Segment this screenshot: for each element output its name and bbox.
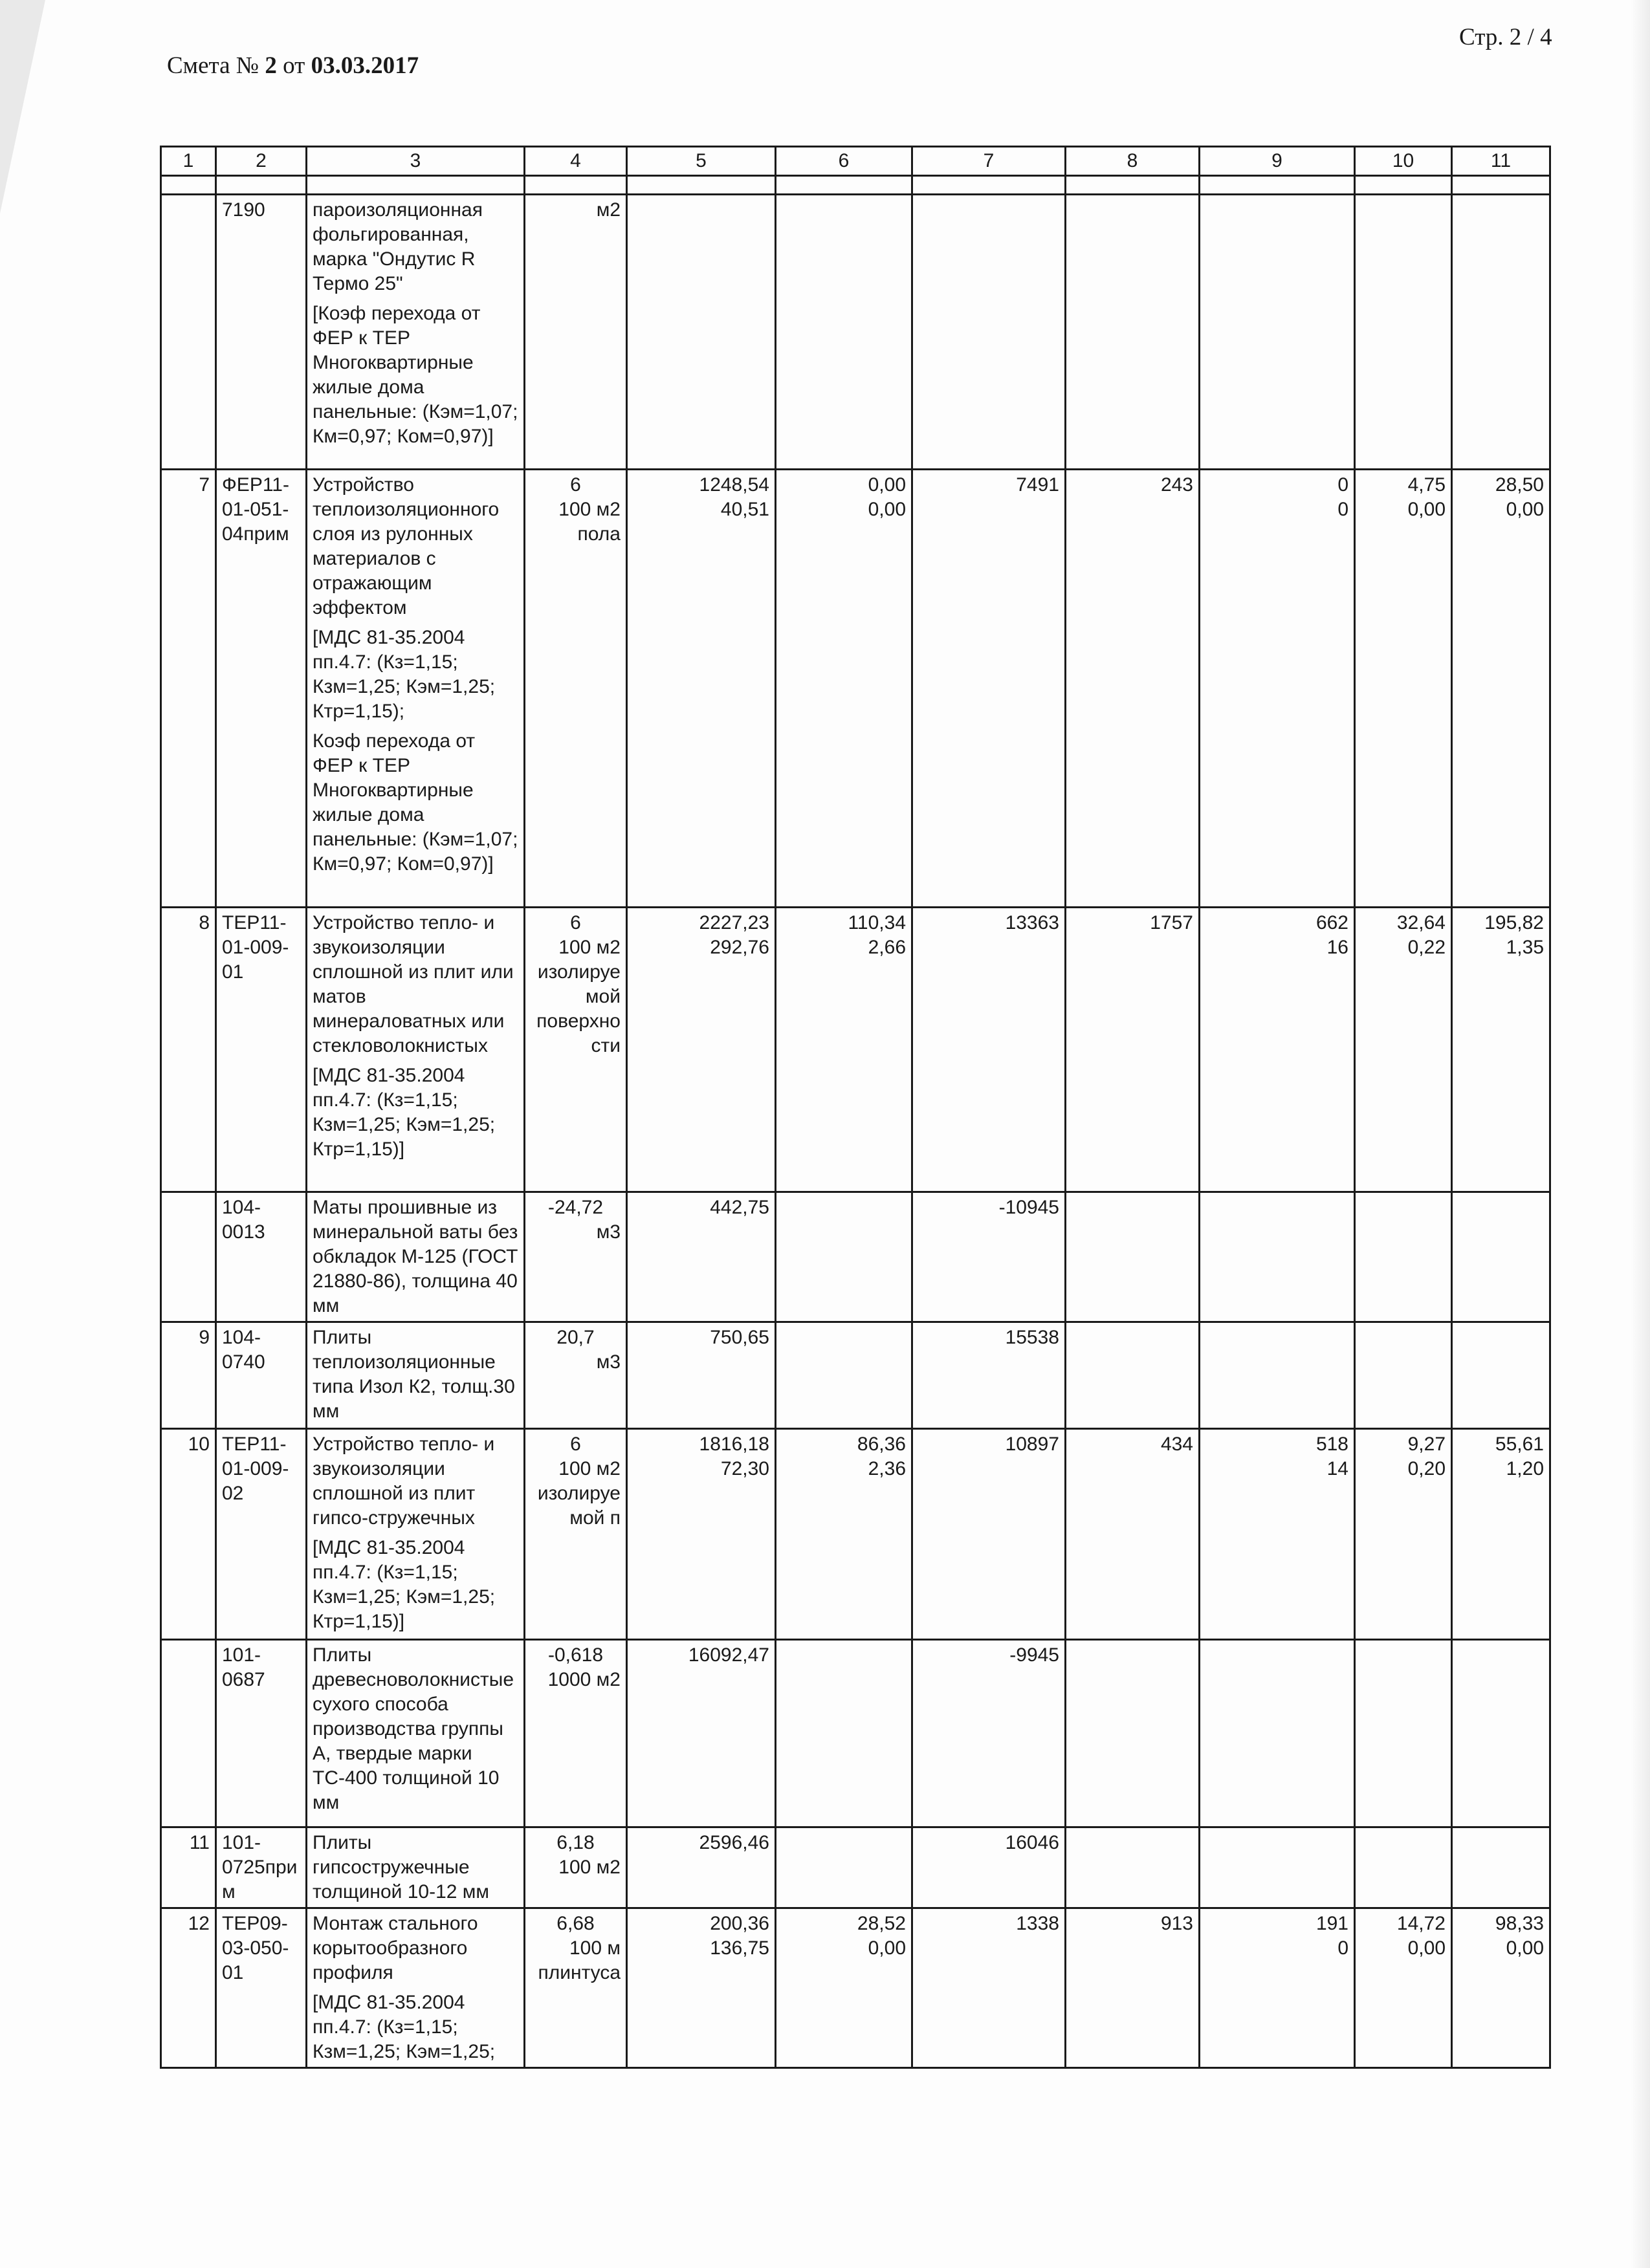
col6-cell: 28,52 0,00 xyxy=(776,1908,912,2068)
quantity-cell xyxy=(525,1908,627,2068)
item-name: Монтаж стального корытообразного профиля xyxy=(313,1913,478,1983)
col9-cell xyxy=(1200,195,1355,470)
col7-cell: 16046 xyxy=(912,1827,1066,1908)
column-number: 11 xyxy=(1452,147,1550,176)
quantity-value: 6,18 xyxy=(556,1832,595,1853)
col11-cell xyxy=(1452,195,1550,470)
item-name: Плиты гипсостружечные толщиной 10-12 мм xyxy=(313,1832,490,1903)
column-number: 6 xyxy=(776,147,912,176)
quantity-cell xyxy=(525,1322,627,1429)
col5-cell: 2596,46 xyxy=(627,1827,776,1908)
quantity-value: -24,72 xyxy=(547,1197,604,1218)
col10-cell: 14,72 0,00 xyxy=(1355,1908,1452,2068)
unit-value: м3 xyxy=(596,1351,621,1373)
item-name: пароизоляционная фольгированная, марка "Ондутис R Термо 25" xyxy=(313,199,483,294)
estimate-table xyxy=(160,146,1551,2069)
position-cell xyxy=(161,195,216,470)
code-cell: 104-0740 xyxy=(216,1322,307,1429)
page-number: Стр. 2 / 4 xyxy=(1459,24,1552,50)
col8-cell xyxy=(1066,1322,1200,1429)
code-cell: ТЕР11-01-009-02 xyxy=(216,1429,307,1640)
quantity-cell xyxy=(525,470,627,908)
code-cell: 7190 xyxy=(216,195,307,470)
col6-cell: 110,34 2,66 xyxy=(776,908,912,1192)
col11-cell: 195,82 1,35 xyxy=(1452,908,1550,1192)
col9-cell xyxy=(1200,1640,1355,1827)
col5-cell: 200,36 136,75 xyxy=(627,1908,776,2068)
name-cell xyxy=(307,1429,525,1640)
table-row xyxy=(161,1908,1550,2068)
col11-cell xyxy=(1452,1640,1550,1827)
quantity-value: 6,68 xyxy=(556,1913,595,1934)
quantity-cell xyxy=(525,1429,627,1640)
col7-cell: 15538 xyxy=(912,1322,1066,1429)
title-prefix: Смета № xyxy=(167,52,259,79)
quantity-value: 20,7 xyxy=(556,1327,595,1348)
column-number-row xyxy=(161,147,1550,176)
column-number: 4 xyxy=(525,147,627,176)
col5-cell: 442,75 xyxy=(627,1192,776,1322)
col9-cell: 518 14 xyxy=(1200,1429,1355,1640)
code-cell: ФЕР11-01-051-04прим xyxy=(216,470,307,908)
col9-cell xyxy=(1200,1827,1355,1908)
column-number: 1 xyxy=(161,147,216,176)
col9-cell xyxy=(1200,1192,1355,1322)
item-note-continued: Коэф перехода от ФЕР к ТЕР Многоквартирные жилые дома панельные: (Кэм=1,07; Км=0,97; Ком=0,97)] xyxy=(313,730,518,875)
name-cell xyxy=(307,1827,525,1908)
code-cell: ТЕР09-03-050-01 xyxy=(216,1908,307,2068)
quantity-cell xyxy=(525,908,627,1192)
col10-cell xyxy=(1355,1827,1452,1908)
item-note: [Коэф перехода от ФЕР к ТЕР Многоквартирные жилые дома панельные: (Кэм=1,07; Км=0,97; Ком=0,97)] xyxy=(313,303,518,447)
item-note: [МДС 81-35.2004 пп.4.7: (Кз=1,15; Кзм=1,25; Кэм=1,25; Ктр=1,15); xyxy=(313,627,496,722)
position-cell: 11 xyxy=(161,1827,216,1908)
col5-cell: 1816,18 72,30 xyxy=(627,1429,776,1640)
col9-cell: 662 16 xyxy=(1200,908,1355,1192)
col10-cell xyxy=(1355,1192,1452,1322)
col10-cell xyxy=(1355,1322,1452,1429)
blank-row xyxy=(161,176,1550,195)
unit-value: м2 xyxy=(596,199,621,221)
col7-cell: -9945 xyxy=(912,1640,1066,1827)
name-cell xyxy=(307,1322,525,1429)
column-number: 2 xyxy=(216,147,307,176)
col6-cell xyxy=(776,1322,912,1429)
code-cell: 101-0725прим xyxy=(216,1827,307,1908)
code-cell: ТЕР11-01-009-01 xyxy=(216,908,307,1192)
name-cell xyxy=(307,1908,525,2068)
name-cell xyxy=(307,1192,525,1322)
unit-value: 100 м2 пола xyxy=(558,499,621,545)
col10-cell xyxy=(1355,195,1452,470)
col10-cell: 32,64 0,22 xyxy=(1355,908,1452,1192)
quantity-value: 6 xyxy=(570,912,581,933)
col11-cell xyxy=(1452,1322,1550,1429)
quantity-value: -0,618 xyxy=(547,1644,604,1666)
quantity-cell xyxy=(525,1827,627,1908)
quantity-cell xyxy=(525,1192,627,1322)
unit-value: 100 м2 изолируемой поверхности xyxy=(536,937,621,1056)
table-row xyxy=(161,1827,1550,1908)
column-number: 9 xyxy=(1200,147,1355,176)
page-edge-shadow xyxy=(1631,0,1650,2268)
table-row xyxy=(161,195,1550,470)
table-row xyxy=(161,908,1550,1192)
col6-cell xyxy=(776,1827,912,1908)
table-row xyxy=(161,470,1550,908)
unit-value: 100 м2 xyxy=(558,1857,621,1878)
col11-cell xyxy=(1452,1192,1550,1322)
position-cell: 12 xyxy=(161,1908,216,2068)
position-cell: 7 xyxy=(161,470,216,908)
date-prefix: от xyxy=(283,52,305,79)
name-cell xyxy=(307,195,525,470)
col8-cell: 434 xyxy=(1066,1429,1200,1640)
col11-cell: 28,50 0,00 xyxy=(1452,470,1550,908)
estimate-date: 03.03.2017 xyxy=(311,52,419,79)
column-number: 10 xyxy=(1355,147,1452,176)
col7-cell: 10897 xyxy=(912,1429,1066,1640)
code-cell: 104-0013 xyxy=(216,1192,307,1322)
item-name: Маты прошивные из минеральной ваты без обкладок М-125 (ГОСТ 21880-86), толщина 40 мм xyxy=(313,1197,518,1316)
quantity-value: 6 xyxy=(570,474,581,496)
item-note: [МДС 81-35.2004 пп.4.7: (Кз=1,15; Кзм=1,25; Кэм=1,25; Ктр=1,15)] xyxy=(313,1537,496,1632)
unit-value: 100 м плинтуса xyxy=(538,1937,621,1983)
col5-cell xyxy=(627,195,776,470)
col6-cell: 86,36 2,36 xyxy=(776,1429,912,1640)
position-cell: 10 xyxy=(161,1429,216,1640)
item-name: Устройство теплоизоляционного слоя из рулонных материалов с отражающим эффектом xyxy=(313,474,500,618)
col11-cell: 55,61 1,20 xyxy=(1452,1429,1550,1640)
col9-cell: 0 0 xyxy=(1200,470,1355,908)
item-name: Плиты теплоизоляционные типа Изол К2, толщ.30 мм xyxy=(313,1327,515,1422)
col5-cell: 1248,54 40,51 xyxy=(627,470,776,908)
column-number: 7 xyxy=(912,147,1066,176)
col5-cell: 2227,23 292,76 xyxy=(627,908,776,1192)
col11-cell xyxy=(1452,1827,1550,1908)
column-number: 8 xyxy=(1066,147,1200,176)
column-number: 3 xyxy=(307,147,525,176)
col7-cell: 1338 xyxy=(912,1908,1066,2068)
col7-cell xyxy=(912,195,1066,470)
document-title xyxy=(167,52,419,80)
column-number: 5 xyxy=(627,147,776,176)
quantity-cell xyxy=(525,195,627,470)
col10-cell: 9,27 0,20 xyxy=(1355,1429,1452,1640)
code-cell: 101-0687 xyxy=(216,1640,307,1827)
quantity-cell xyxy=(525,1640,627,1827)
item-name: Устройство тепло- и звукоизоляции сплошной из плит или матов минераловатных или стекловолокнистых xyxy=(313,912,514,1056)
unit-value: 100 м2 изолируемой п xyxy=(537,1458,621,1529)
col6-cell xyxy=(776,195,912,470)
col9-cell xyxy=(1200,1322,1355,1429)
col5-cell: 16092,47 xyxy=(627,1640,776,1827)
col11-cell: 98,33 0,00 xyxy=(1452,1908,1550,2068)
name-cell xyxy=(307,1640,525,1827)
item-note: [МДС 81-35.2004 пп.4.7: (Кз=1,15; Кзм=1,25; Кэм=1,25; xyxy=(313,1992,496,2062)
unit-value: м3 xyxy=(596,1221,621,1243)
col8-cell xyxy=(1066,1827,1200,1908)
table-row xyxy=(161,1429,1550,1640)
col8-cell xyxy=(1066,1192,1200,1322)
col8-cell xyxy=(1066,1640,1200,1827)
name-cell xyxy=(307,908,525,1192)
col10-cell xyxy=(1355,1640,1452,1827)
item-name: Плиты древесноволокнистые сухого способа производства группы А, твердые марки ТС-400 толщиной 10 мм xyxy=(313,1644,514,1813)
item-name: Устройство тепло- и звукоизоляции сплошной из плит гипсо-стружечных xyxy=(313,1434,495,1529)
position-cell: 9 xyxy=(161,1322,216,1429)
quantity-value: 6 xyxy=(570,1434,581,1455)
col7-cell: -10945 xyxy=(912,1192,1066,1322)
unit-value: 1000 м2 xyxy=(547,1669,621,1690)
name-cell xyxy=(307,470,525,908)
col10-cell: 4,75 0,00 xyxy=(1355,470,1452,908)
col9-cell: 191 0 xyxy=(1200,1908,1355,2068)
estimate-number: 2 xyxy=(265,52,277,79)
col8-cell: 913 xyxy=(1066,1908,1200,2068)
col8-cell: 1757 xyxy=(1066,908,1200,1192)
col6-cell xyxy=(776,1192,912,1322)
item-note: [МДС 81-35.2004 пп.4.7: (Кз=1,15; Кзм=1,25; Кэм=1,25; Ктр=1,15)] xyxy=(313,1065,496,1160)
col5-cell: 750,65 xyxy=(627,1322,776,1429)
table-row xyxy=(161,1640,1550,1827)
position-cell: 8 xyxy=(161,908,216,1192)
col8-cell xyxy=(1066,195,1200,470)
col7-cell: 13363 xyxy=(912,908,1066,1192)
col6-cell: 0,00 0,00 xyxy=(776,470,912,908)
col8-cell: 243 xyxy=(1066,470,1200,908)
position-cell xyxy=(161,1640,216,1827)
col7-cell: 7491 xyxy=(912,470,1066,908)
folded-page-corner xyxy=(0,0,45,213)
table-row xyxy=(161,1192,1550,1322)
table-row xyxy=(161,1322,1550,1429)
col6-cell xyxy=(776,1640,912,1827)
position-cell xyxy=(161,1192,216,1322)
